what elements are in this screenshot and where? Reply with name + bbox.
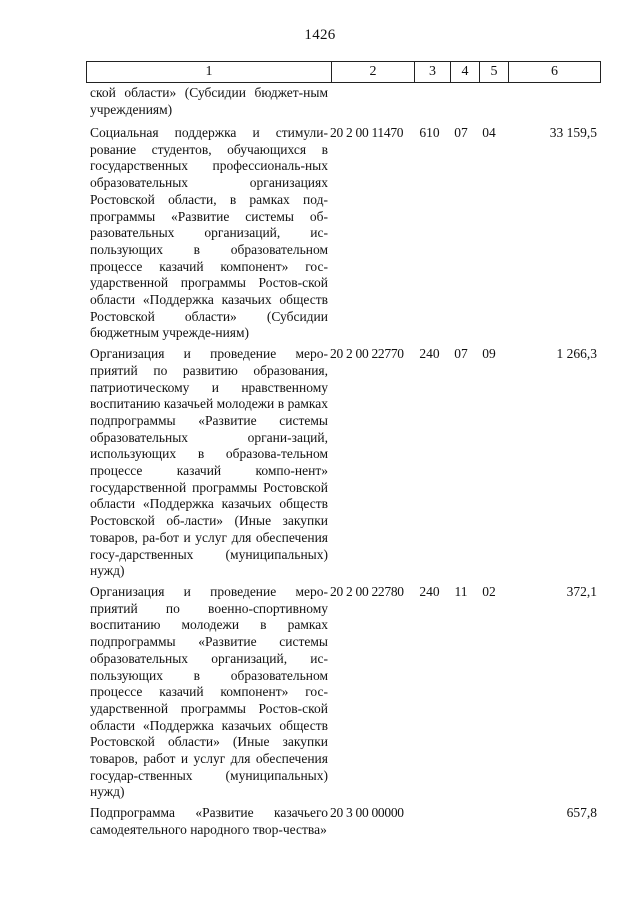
- table-row: [86, 85, 601, 119]
- header-col-2: 2: [332, 62, 415, 82]
- page-number: 1426: [304, 27, 336, 43]
- table-header: [86, 61, 601, 83]
- header-col-4: 4: [451, 62, 480, 82]
- row-description: Организация и проведение меро-приятий по военно-спортивному воспитанию молодежи в рамках подпрограммы «Развитие системы образовательных организаций, ис-пользующих в образовательном процессе казачий компонент» гос-ударственной программы Ростов-ской области «Поддержка казачьих обществ Ростовской области» (Иные закупки товаров, работ и услуг для обеспечения государ-ственных (муниципальных) нужд): [90, 583, 328, 800]
- row-amount: 1 266,3: [556, 346, 597, 362]
- row-description: Социальная поддержка и стимули-рование студентов, обучающихся в государственных профессиональ-ных образовательных организациях Ростовской области, в рамках под-программы «Развитие системы об-разовательных организаций, ис-пользующих в образовательном процессе казачий компонент» гос-ударственной программы Ростов-ской области «Поддержка казачьих обществ Ростовской области» (Субсидии бюджетным учрежде-ниям): [90, 125, 328, 341]
- row-expense-type: 610: [419, 125, 440, 140]
- row-expense-type: 240: [419, 346, 440, 362]
- header-col-5: 5: [480, 62, 509, 82]
- row-subsection: 09: [482, 346, 496, 362]
- header-col-6: 6: [551, 64, 558, 79]
- header-col-1: 1: [87, 62, 332, 82]
- row-section: 07: [454, 125, 468, 140]
- table-row: [86, 346, 601, 580]
- row-subsection: 02: [482, 583, 496, 599]
- row-code: 20 2 00 22770: [330, 346, 404, 362]
- row-code: 20 2 00 11470: [330, 125, 404, 140]
- row-section: 11: [454, 583, 468, 599]
- row-code: 20 3 00 00000: [330, 805, 404, 821]
- row-description: Организация и проведение меро-приятий по развитию образования, патриотическому и нравственному воспитанию казачьей молодежи в рамках подпрограммы «Развитие системы образовательных органи-заций, использующих в образова-тельном процессе казачий компо-нент» государственной программы Ростовской области «Поддержка казачьих обществ Ростовской об-ласти» (Иные закупки товаров, ра-бот и услуг для обеспечения госу-дарственных (муниципальных) нужд): [90, 346, 328, 579]
- row-subsection: 04: [482, 125, 496, 140]
- row-amount: 657,8: [566, 805, 597, 821]
- row-description: ской области» (Субсидии бюджет-ным учреждениям): [90, 85, 328, 117]
- table-row: [86, 125, 601, 342]
- row-expense-type: 240: [419, 583, 440, 599]
- row-amount: 33 159,5: [549, 125, 597, 140]
- row-description: Подпрограмма «Развитие казачьего самодеятельного народного твор-чества»: [90, 805, 328, 837]
- table-body: [86, 85, 601, 839]
- row-code: 20 2 00 22780: [330, 583, 404, 599]
- header-col-3: 3: [415, 62, 451, 82]
- table-row: [86, 805, 601, 838]
- row-section: 07: [454, 346, 468, 362]
- table-row: [86, 584, 601, 801]
- row-amount: 372,1: [566, 583, 597, 599]
